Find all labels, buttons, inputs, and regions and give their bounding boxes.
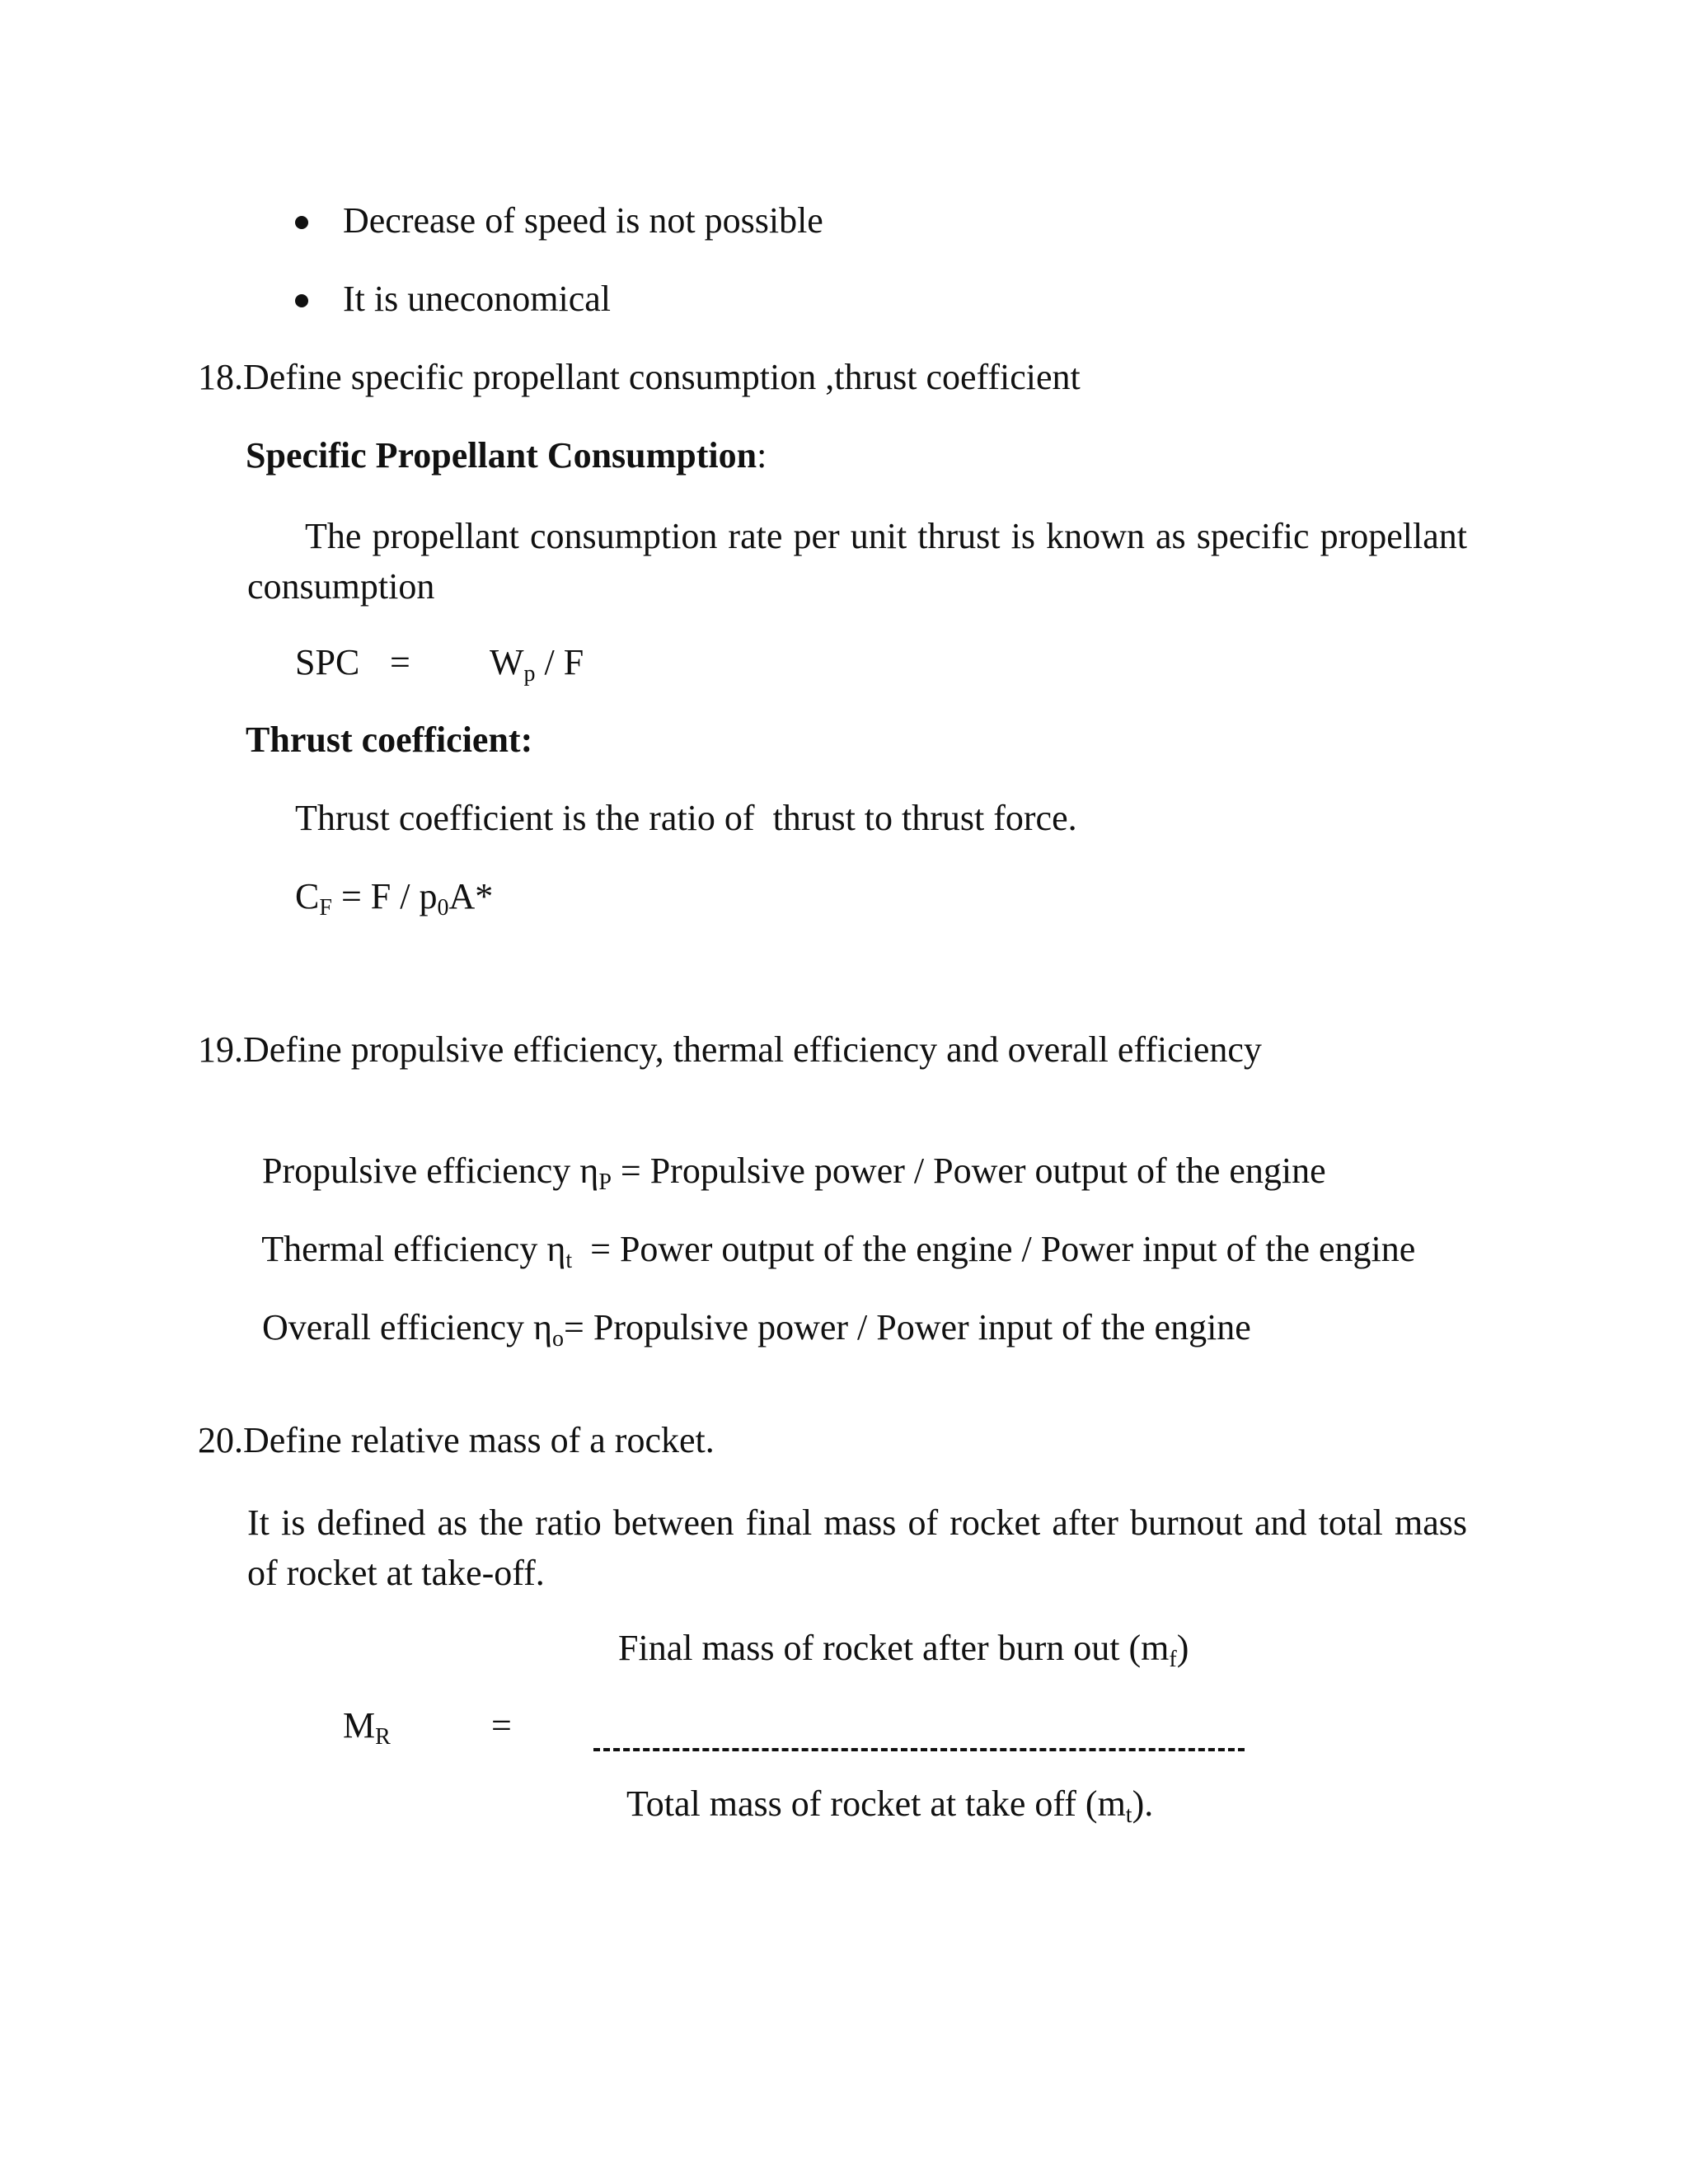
relative-mass-definition: It is defined as the ratio between final mass of rocket after burnout and total mass of rocket at take-off. bbox=[247, 1502, 1467, 1593]
question-number: 19. bbox=[198, 1029, 243, 1070]
question-number: 20. bbox=[198, 1420, 243, 1460]
spc-heading-colon: : bbox=[757, 435, 767, 476]
question-18-heading bbox=[198, 356, 1081, 400]
bullet-text-1: Decrease of speed is not possible bbox=[343, 200, 823, 241]
propulsive-efficiency-line: Propulsive efficiency $\eta_P$ = Propulsive power / Power output of the engine bbox=[262, 1150, 1326, 1195]
mass-ratio-numerator: Final mass of rocket after burn out $(m_f)$ bbox=[618, 1628, 1189, 1672]
spc-definition: The propellant consumption rate per unit thrust is known as specific propellant consumption bbox=[247, 516, 1467, 607]
overall-efficiency-line: Overall efficiency $\eta_o=$ Propulsive power / Power input of the engine bbox=[262, 1306, 1251, 1352]
fraction-divider bbox=[593, 1748, 1245, 1751]
thrust-coefficient-heading: Thrust coefficient: bbox=[246, 719, 533, 760]
bullet-dot-1 bbox=[295, 216, 308, 229]
thermal-efficiency-line: Thermal efficiency $\eta_t$ = Power output of the engine / Power input of the engine bbox=[261, 1228, 1416, 1273]
mass-ratio-denominator: Total mass of rocket at take off $(m_t)$. bbox=[626, 1783, 1154, 1828]
mass-ratio-equals: = bbox=[491, 1705, 512, 1746]
thrust-coefficient-definition: Thrust coefficient is the ratio of thrust to thrust force. bbox=[295, 798, 1077, 838]
spc-heading bbox=[246, 434, 767, 478]
question-title: Define specific propellant consumption ,thrust coefficient bbox=[243, 357, 1081, 397]
question-title: Define relative mass of a rocket. bbox=[243, 1420, 715, 1460]
thrust-coefficient-formula: $C_F = F / p_0A*$ bbox=[295, 876, 494, 921]
spc-formula-eq: = bbox=[390, 642, 410, 682]
spc-formula-lhs: SPC bbox=[295, 642, 360, 682]
question-number: 18. bbox=[198, 357, 243, 397]
bullet-dot-2 bbox=[295, 294, 308, 307]
mass-ratio-lhs: $M_R$ bbox=[343, 1705, 391, 1750]
question-20-heading bbox=[198, 1419, 715, 1463]
question-19-heading bbox=[198, 1029, 1262, 1072]
question-title: Define propulsive efficiency, thermal efficiency and overall efficiency bbox=[243, 1029, 1262, 1070]
bullet-text-2: It is uneconomical bbox=[343, 279, 612, 319]
spc-heading-text: Specific Propellant Consumption bbox=[246, 435, 757, 476]
spc-formula-rhs: $W_p$ / F bbox=[490, 642, 584, 687]
